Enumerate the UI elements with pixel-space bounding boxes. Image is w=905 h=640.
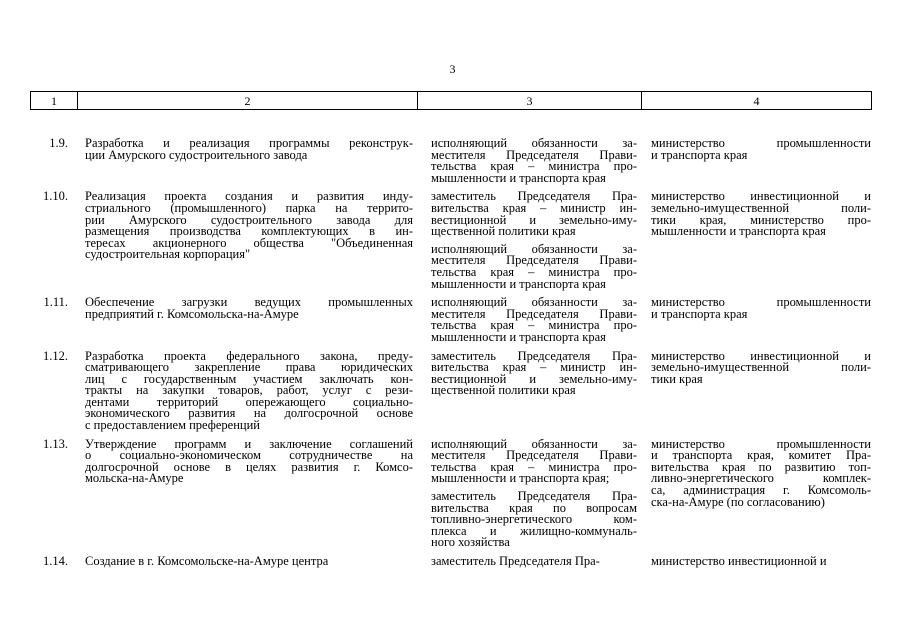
table-row bbox=[30, 436, 871, 550]
measures-list bbox=[30, 138, 871, 575]
task-description-line: дентами территорий опережающего социально- bbox=[85, 394, 413, 409]
executors-line: и транспорта края bbox=[651, 147, 748, 162]
column-header-row bbox=[31, 92, 872, 110]
responsible-line: тельства края – министра про- bbox=[431, 264, 637, 279]
table-row bbox=[30, 191, 871, 290]
table-row bbox=[30, 348, 871, 433]
task-description-line: размещения производства комплектующих в ин- bbox=[85, 224, 413, 239]
task-description-line: тракты на закупки товаров, работ, услуг с рези- bbox=[85, 383, 413, 398]
column-header-2: 2 bbox=[78, 92, 418, 110]
responsible-entry bbox=[431, 436, 637, 486]
responsible-line: щественной политики края bbox=[431, 224, 576, 239]
executors-line: мышленности и транспорта края bbox=[651, 224, 826, 239]
responsible-entry bbox=[431, 297, 637, 343]
item-number: 1.9. bbox=[49, 136, 68, 150]
responsible-line: заместитель Председателя Пра- bbox=[431, 554, 600, 568]
responsible-entry bbox=[431, 191, 637, 237]
item-number: 1.10. bbox=[43, 189, 68, 204]
task-description-line: Реализация проекта создания и развития инду- bbox=[85, 189, 413, 204]
task-description bbox=[85, 556, 413, 568]
executors bbox=[651, 138, 871, 184]
responsible-line: местителя Председателя Прави- bbox=[431, 448, 637, 463]
responsible-line: тельства края – министра про- bbox=[431, 159, 637, 174]
task-description-line: предприятий г. Комсомольска-на-Амуре bbox=[85, 306, 299, 321]
column-header-4: 4 bbox=[642, 92, 872, 110]
task-description-line: долгосрочной основе в целях развития г. Комсо- bbox=[85, 459, 413, 474]
responsible-entry bbox=[431, 491, 637, 549]
executors-line: земельно-имущественной поли- bbox=[651, 200, 871, 215]
task-description bbox=[85, 138, 413, 184]
responsible-line: исполняющий обязанности за- bbox=[431, 295, 637, 310]
task-description-line: Создание в г. Комсомольске-на-Амуре центра bbox=[85, 554, 329, 568]
task-description bbox=[85, 191, 413, 290]
executors bbox=[651, 556, 871, 568]
table-row bbox=[30, 297, 871, 343]
responsible-official bbox=[431, 138, 637, 184]
responsible-official bbox=[431, 191, 637, 290]
task-description bbox=[85, 436, 413, 549]
item-number: 1.14. bbox=[43, 554, 68, 568]
executors-line: министерство инвестиционной и bbox=[651, 189, 871, 204]
page-number: 3 bbox=[449, 62, 456, 76]
task-description-line: Обеспечение загрузки ведущих промышленных bbox=[85, 295, 413, 310]
task-description-line: о социально-экономическом сотрудничестве на bbox=[85, 448, 413, 463]
task-description-line: лиц с государственным участием заключать кон- bbox=[85, 371, 413, 386]
responsible-line: заместитель Председателя Пра- bbox=[431, 489, 637, 504]
item-number: 1.12. bbox=[43, 348, 68, 363]
responsible-line: мышленности и транспорта края; bbox=[431, 471, 610, 486]
task-description-line: стриального (промышленного) парка на террито- bbox=[85, 200, 413, 215]
task-description-line: Разработка и реализация программы реконструк- bbox=[85, 136, 413, 150]
responsible-line: местителя Председателя Прави- bbox=[431, 306, 637, 321]
task-description-line: рии Амурского судостроительного завода для bbox=[85, 212, 413, 227]
responsible-line: мышленности и транспорта края bbox=[431, 170, 606, 185]
responsible-line: заместитель Председателя Пра- bbox=[431, 348, 637, 363]
item-number: 1.11. bbox=[43, 295, 68, 310]
column-header-table bbox=[30, 91, 872, 110]
responsible-line: вестиционной и земельно-иму- bbox=[431, 371, 637, 386]
responsible-line: местителя Председателя Прави- bbox=[431, 253, 637, 268]
executors-line: са, администрация г. Комсомоль- bbox=[651, 483, 871, 498]
responsible-entry bbox=[431, 138, 637, 184]
task-description-line: Утверждение программ и заключение соглашений bbox=[85, 436, 413, 451]
task-description bbox=[85, 297, 413, 343]
executors-line: министерство промышленности bbox=[651, 436, 871, 451]
table-row bbox=[30, 138, 871, 184]
executors bbox=[651, 191, 871, 290]
table-row bbox=[30, 556, 871, 568]
task-description-line: тересах акционерного общества "Объединенная bbox=[85, 235, 413, 250]
executors-line: ливно-энергетического комплек- bbox=[651, 471, 871, 486]
executors-line: вительства края по развитию топ- bbox=[651, 459, 871, 474]
responsible-entry bbox=[431, 348, 637, 398]
executors-line: министерство промышленности bbox=[651, 136, 871, 150]
responsible-line: заместитель Председателя Пра- bbox=[431, 189, 637, 204]
task-description bbox=[85, 348, 413, 433]
responsible-line: ного хозяйства bbox=[431, 535, 510, 550]
column-header-3: 3 bbox=[418, 92, 642, 110]
responsible-line: тельства края – министра про- bbox=[431, 318, 637, 333]
responsible-line: исполняющий обязанности за- bbox=[431, 241, 637, 256]
task-description-line: экономического развития на долгосрочной основе bbox=[85, 406, 413, 421]
executors-line: земельно-имущественной поли- bbox=[651, 360, 871, 375]
executors-line: и транспорта края, комитет Пра- bbox=[651, 448, 871, 463]
responsible-official bbox=[431, 556, 637, 568]
executors-line: министерство промышленности bbox=[651, 295, 871, 310]
responsible-official bbox=[431, 348, 637, 432]
responsible-line: мышленности и транспорта края bbox=[431, 329, 606, 344]
responsible-line: щественной политики края bbox=[431, 383, 576, 398]
executors-line: и транспорта края bbox=[651, 306, 748, 321]
responsible-line: местителя Председателя Прави- bbox=[431, 147, 637, 162]
responsible-line: исполняющий обязанности за- bbox=[431, 136, 637, 150]
task-description-line: мольска-на-Амуре bbox=[85, 471, 184, 486]
responsible-line: мышленности и транспорта края bbox=[431, 276, 606, 291]
task-description-line: судостроительная корпорация" bbox=[85, 247, 251, 262]
responsible-entry bbox=[431, 556, 637, 568]
executors-line: ска-на-Амуре (по согласованию) bbox=[651, 494, 825, 509]
responsible-line: тельства края – министра про- bbox=[431, 459, 637, 474]
executors-line: тики края, министерство про- bbox=[651, 212, 871, 227]
task-description-line: с предоставлением преференций bbox=[85, 418, 260, 433]
task-description-line: Разработка проекта федерального закона, преду- bbox=[85, 348, 413, 363]
responsible-line: вительства края – министр ин- bbox=[431, 200, 637, 215]
responsible-line: исполняющий обязанности за- bbox=[431, 436, 637, 451]
item-number: 1.13. bbox=[43, 436, 68, 451]
column-header-1: 1 bbox=[31, 92, 78, 110]
executors bbox=[651, 436, 871, 549]
executors-line: министерство инвестиционной и bbox=[651, 348, 871, 363]
responsible-entry bbox=[431, 241, 637, 291]
responsible-line: вительства края – министр ин- bbox=[431, 360, 637, 375]
task-description-line: ции Амурского судостроительного завода bbox=[85, 147, 308, 162]
executors-line: тики края bbox=[651, 371, 703, 386]
responsible-official bbox=[431, 297, 637, 343]
task-description-line: сматривающего закрепление права юридических bbox=[85, 360, 413, 375]
executors bbox=[651, 348, 871, 432]
responsible-line: вестиционной и земельно-иму- bbox=[431, 212, 637, 227]
executors-line: министерство инвестиционной и bbox=[651, 554, 827, 568]
responsible-official bbox=[431, 436, 637, 550]
responsible-line: вительства края по вопросам bbox=[431, 500, 637, 515]
executors bbox=[651, 297, 871, 343]
responsible-line: плекса и жилищно-коммуналь- bbox=[431, 523, 637, 538]
responsible-line: топливно-энергетического ком- bbox=[431, 512, 637, 527]
